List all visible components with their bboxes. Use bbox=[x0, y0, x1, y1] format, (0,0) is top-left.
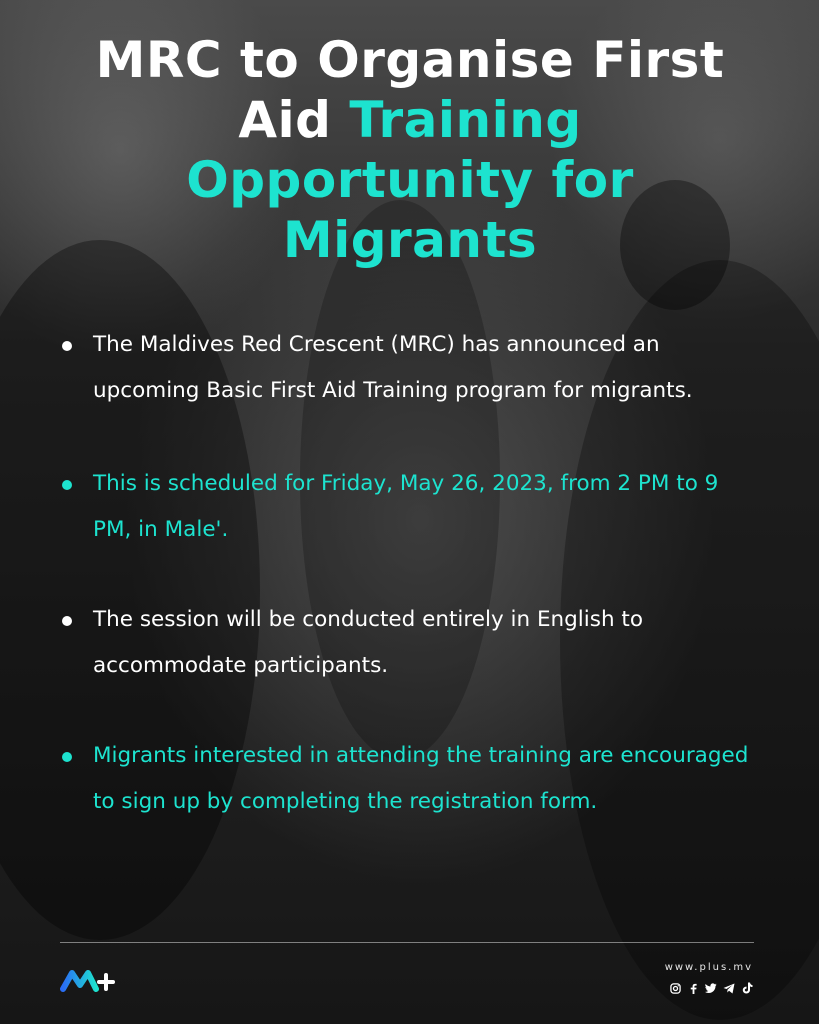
post-title bbox=[60, 30, 760, 270]
title-white-prefix: Aid bbox=[238, 91, 350, 149]
bullet-item: The Maldives Red Crescent (MRC) has announced an upcoming Basic First Aid Training program for migrants. bbox=[60, 322, 760, 414]
footer-divider bbox=[60, 942, 754, 943]
bullet-list bbox=[60, 322, 760, 825]
instagram-icon[interactable] bbox=[669, 982, 681, 994]
title-line-white: MRC to Organise First bbox=[95, 31, 725, 89]
twitter-icon[interactable] bbox=[705, 982, 717, 994]
tiktok-icon[interactable] bbox=[741, 982, 753, 994]
plus-mv-logo bbox=[60, 965, 130, 993]
website-url[interactable]: www.plus.mv bbox=[664, 962, 753, 973]
bullet-item: This is scheduled for Friday, May 26, 2023, from 2 PM to 9 PM, in Male'. bbox=[60, 461, 760, 553]
bullet-item: The session will be conducted entirely in English to accommodate participants. bbox=[60, 597, 760, 689]
social-icons bbox=[669, 982, 753, 994]
telegram-icon[interactable] bbox=[723, 982, 735, 994]
title-accent: Training Opportunity for Migrants bbox=[186, 91, 634, 269]
bullet-item: Migrants interested in attending the training are encouraged to sign up by completing the registration form. bbox=[60, 733, 760, 825]
facebook-icon[interactable] bbox=[687, 982, 699, 994]
